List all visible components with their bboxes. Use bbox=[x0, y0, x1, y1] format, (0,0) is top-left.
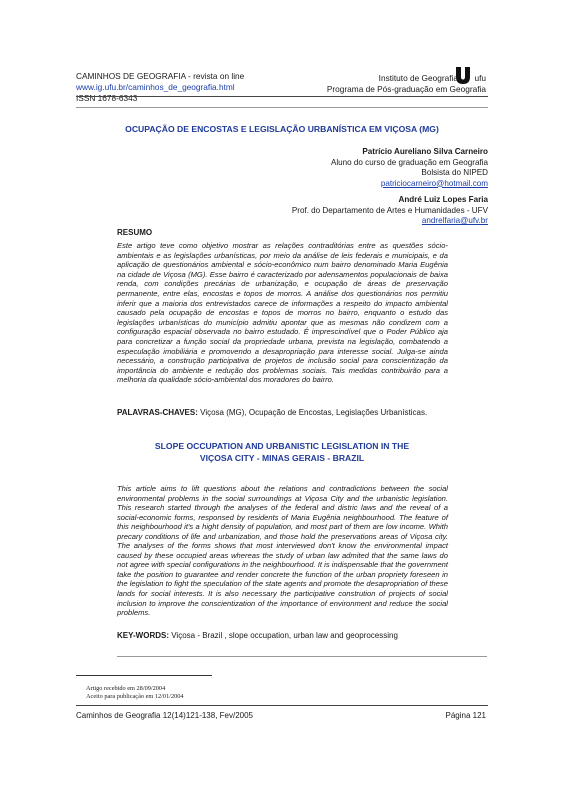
footnotes bbox=[86, 685, 184, 701]
journal-issn: ISSN 1678-6343 bbox=[76, 93, 138, 103]
footnote-received: Artigo recebido em 28/09/2004 bbox=[86, 685, 166, 692]
article-title-en bbox=[76, 440, 488, 464]
footnote-divider bbox=[76, 675, 212, 676]
resumo-text: Este artigo teve como objetivo mostrar as relações contraditórias entre as questões sócio-ambientais e as legislações urbanísticas, por meio da análise de leis federais e municipais, e da aplicação de questionários ambiental e sócio-econômico num bairro denominado Maria Eugênia na cidade de Viçosa (MG). Esse bairro é caracterizado por adensamentos populacionais de baixa renda, com condições precárias de urbanização, e ocupação de áreas de preservação permanente, entre elas, encostas e topos de morros. A análise dos questionários nos permitiu inferir que a maioria dos entrevistados carece de informações a respeito do impacto ambiental causado pela ocupação de encostas e topos de morros no bairro, enquanto o estudo das legislações urbanísticas do município admitiu apontar que as mesmas não condizem com a configuração espacial observada no bairro estudado. É imprescindível que o Poder Público aja para concretizar a função social da propriedade urbana, prevista na legislação, combatendo a especulação imobiliária e promovendo a desapropriação para interesse social. Julga-se ainda necessário, a construção participativa de projetos de inclusão social para conscientização da importância do ambiente e redução dos problemas sociais. Tais medidas contribuirão para a melhoria da qualidade sócio-ambiental dos moradores do bairro. bbox=[117, 241, 448, 385]
keywords-en-value: Viçosa - Brazil , slope occupation, urban law and geoprocessing bbox=[171, 631, 398, 640]
resumo-heading: RESUMO bbox=[117, 228, 153, 237]
keywords-pt-label: PALAVRAS-CHAVES: bbox=[117, 408, 198, 417]
keywords-pt-value: Viçosa (MG), Ocupação de Encostas, Legislações Urbanísticas. bbox=[200, 408, 428, 417]
section-divider bbox=[117, 656, 487, 657]
footer-citation: Caminhos de Geografia 12(14)121-138, Fev/2005 bbox=[76, 711, 253, 720]
footer-divider bbox=[76, 705, 488, 706]
logo-text: ufu bbox=[474, 73, 486, 83]
author-name: Patrício Aureliano Silva Carneiro bbox=[362, 147, 488, 156]
institute-header bbox=[327, 73, 486, 95]
journal-name: CAMINHOS DE GEOGRAFIA - revista on line bbox=[76, 71, 245, 81]
author-block-1 bbox=[331, 147, 488, 189]
author-email-link[interactable]: andrelfaria@ufv.br bbox=[421, 216, 488, 225]
page-number: Página 121 bbox=[445, 711, 486, 720]
author-block-2 bbox=[292, 195, 488, 227]
institute-name: Instituto de Geografia bbox=[378, 73, 458, 83]
keywords-en-label: KEY-WORDS: bbox=[117, 631, 169, 640]
article-title-en-line1: SLOPE OCCUPATION AND URBANISTIC LEGISLATION IN THE bbox=[154, 441, 410, 451]
journal-header bbox=[76, 71, 244, 104]
footnote-accepted: Aceito para publicação em 12/01/2004 bbox=[86, 693, 184, 700]
author-email-link[interactable]: patriciocarneiro@hotmail.com bbox=[380, 178, 488, 188]
article-title-en-line2: VIÇOSA CITY - MINAS GERAIS - BRAZIL bbox=[199, 453, 365, 463]
author-affiliation: Aluno do curso de graduação em Geografia bbox=[330, 157, 488, 167]
header-divider-thin bbox=[76, 107, 488, 108]
journal-url-link[interactable]: www.ig.ufu.br/caminhos_de_geografia.html bbox=[76, 82, 235, 92]
author-affiliation-2: Bolsista do NIPED bbox=[421, 168, 488, 177]
header-divider bbox=[76, 96, 488, 97]
author-name: André Luiz Lopes Faria bbox=[398, 195, 488, 204]
author-affiliation: Prof. do Departamento de Artes e Humanidades - UFV bbox=[291, 205, 488, 215]
keywords-pt bbox=[117, 408, 457, 417]
article-title-pt: OCUPAÇÃO DE ENCOSTAS E LEGISLAÇÃO URBANÍSTICA EM VIÇOSA (MG) bbox=[125, 124, 439, 134]
keywords-en bbox=[117, 631, 457, 640]
abstract-text: This article aims to lift questions about the relations and contradictions between the social environmental problems in the social surroundings at Viçosa City and the urbanistic legislation. This research started through the analyses of the federal and distric laws and the reveal of a social-economic forms, responsed by residents of Maria Eugênia neighbourhood. The feature of this neighbourhood it's a hight density of population, and most part of them are low income. Whith precary conditions of life and urbanization, and those hold the preservations areas of Viçosa city. The analyses of the forms shows that most interviewed don't know the environmental impact caused by these occupied areas whereas the study of urban law admited that the same laws do not agree with special configurations in the neighbourhood. It is indispensable that the government take the position to guarantee and render concrete the function of the urban propriety foreseen in the legislation to fight the speculation of the state agents and promote the desapropriation of these lands for social interests. It is also necessary the participative constrution of projects of social inclusion to improve the conscientization of the importance of environment and reduce the social problems. bbox=[117, 484, 448, 618]
program-name: Programa de Pós-graduação em Geografia bbox=[326, 84, 486, 94]
